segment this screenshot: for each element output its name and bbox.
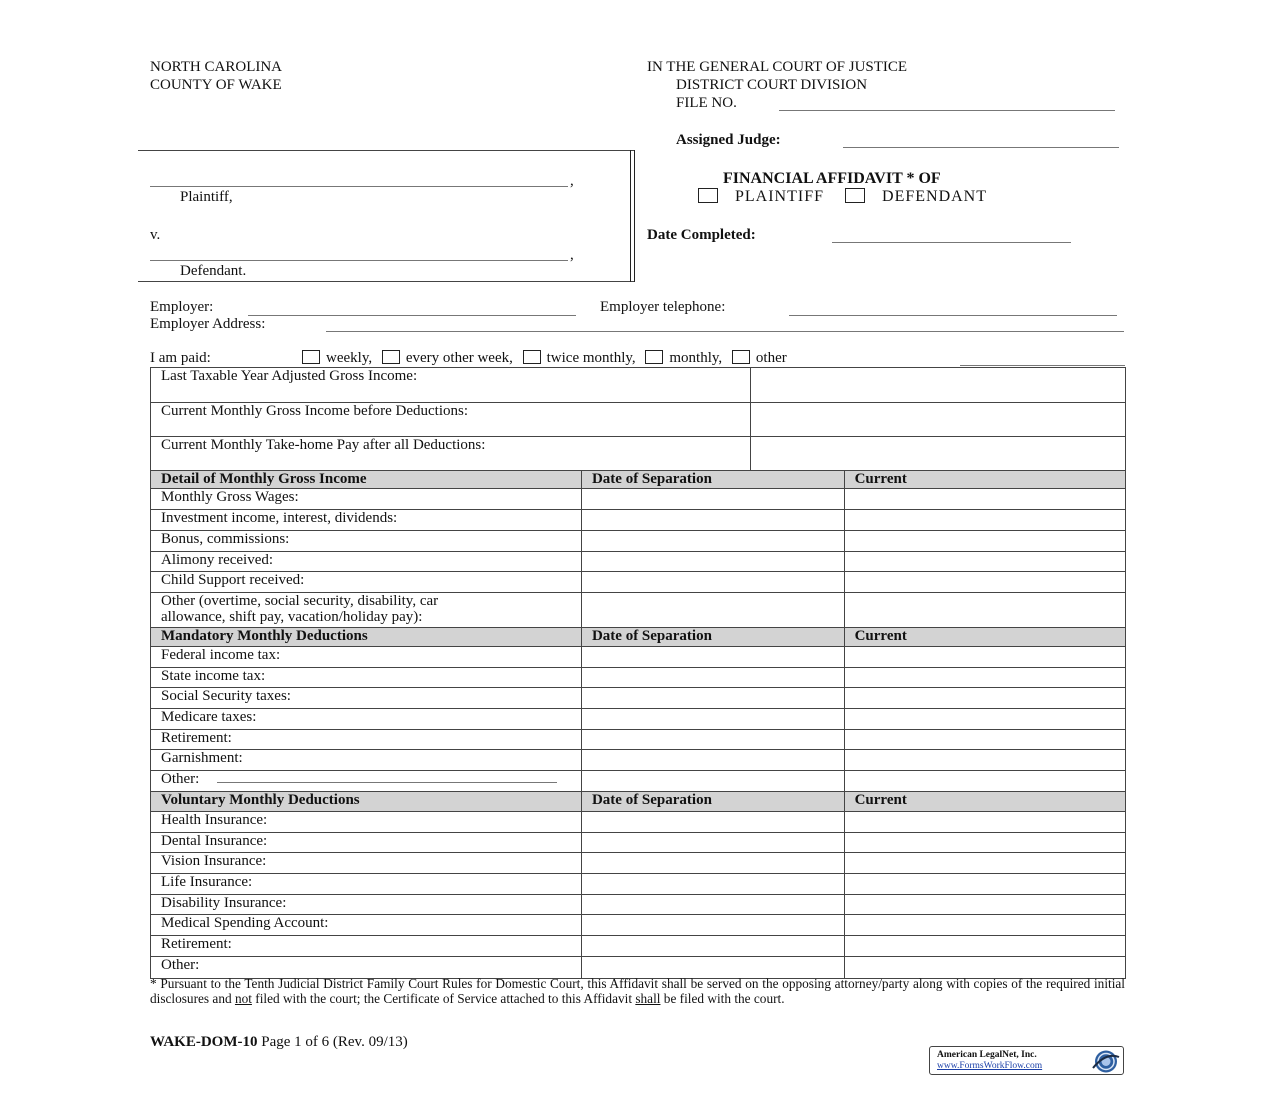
summary-value-agi[interactable] bbox=[750, 368, 1125, 403]
separation-value-cell[interactable] bbox=[581, 874, 844, 895]
separation-value-cell[interactable] bbox=[581, 572, 844, 593]
row-label: Federal income tax: bbox=[151, 647, 582, 668]
current-value-cell[interactable] bbox=[844, 874, 1125, 895]
pay-weekly-label: weekly, bbox=[326, 350, 373, 366]
voluntary-heading: Voluntary Monthly Deductions bbox=[151, 792, 582, 812]
separation-value-cell[interactable] bbox=[581, 688, 844, 709]
table-row bbox=[151, 853, 1126, 874]
american-legalnet-logo[interactable] bbox=[929, 1046, 1124, 1075]
other-income-line1: Other (overtime, social security, disability, car bbox=[161, 593, 439, 609]
row-label: Medicare taxes: bbox=[151, 709, 582, 730]
table-row bbox=[151, 936, 1126, 957]
pay-twice-monthly-label: twice monthly, bbox=[546, 350, 636, 366]
footnote-text-1: * Pursuant to the Tenth Judicial District Family Court Rules for Domestic Court, this Affidavit shall be served on the opposing attorney/party along with copies of the required initial disclosures and bbox=[150, 976, 1125, 1006]
pay-weekly-checkbox[interactable] bbox=[302, 350, 320, 364]
employer-address-label: Employer Address: bbox=[150, 316, 266, 332]
pay-twice-monthly-checkbox[interactable] bbox=[523, 350, 541, 364]
pay-monthly-label: monthly, bbox=[669, 350, 723, 366]
current-value-cell[interactable] bbox=[844, 688, 1125, 709]
employer-telephone-label: Employer telephone: bbox=[600, 299, 726, 315]
table-row bbox=[151, 647, 1126, 668]
current-value-cell[interactable] bbox=[844, 915, 1125, 936]
current-value-cell[interactable] bbox=[844, 730, 1125, 750]
plaintiff-label: Plaintiff, bbox=[180, 189, 233, 205]
footnote-text-2: filed with the court; the Certificate of Service attached to this Affidavit bbox=[251, 990, 636, 1006]
table-row bbox=[151, 730, 1126, 750]
separation-value-cell[interactable] bbox=[581, 531, 844, 552]
row-label: Investment income, interest, dividends: bbox=[151, 510, 582, 531]
table-row bbox=[151, 688, 1126, 709]
footnote-shall: shall bbox=[635, 990, 661, 1006]
current-value-cell[interactable] bbox=[844, 552, 1125, 572]
form-identifier bbox=[150, 1034, 408, 1051]
logo-company: American LegalNet, Inc. bbox=[937, 1050, 1037, 1060]
table-row bbox=[151, 489, 1126, 510]
column-header-current: Current bbox=[844, 792, 1125, 812]
row-label: Social Security taxes: bbox=[151, 688, 582, 709]
table-row bbox=[151, 895, 1126, 915]
row-label: Dental Insurance: bbox=[151, 833, 582, 853]
current-value-cell[interactable] bbox=[844, 833, 1125, 853]
row-label: Child Support received: bbox=[151, 572, 582, 593]
summary-label-takehome: Current Monthly Take-home Pay after all Deductions: bbox=[151, 437, 751, 471]
row-label: Vision Insurance: bbox=[151, 853, 582, 874]
current-value-cell[interactable] bbox=[844, 709, 1125, 730]
caption-top-rule bbox=[138, 150, 635, 151]
court-division: DISTRICT COURT DIVISION bbox=[676, 77, 868, 93]
plaintiff-comma: , bbox=[570, 173, 574, 189]
summary-label-agi: Last Taxable Year Adjusted Gross Income: bbox=[151, 368, 751, 403]
table-row bbox=[151, 771, 1126, 792]
column-header-current: Current bbox=[844, 471, 1125, 489]
plaintiff-option-label: PLAINTIFF bbox=[735, 188, 825, 205]
defendant-name-field[interactable] bbox=[150, 260, 568, 261]
affidavit-title: FINANCIAL AFFIDAVIT * OF bbox=[723, 170, 941, 187]
current-value-cell[interactable] bbox=[844, 895, 1125, 915]
state-name: NORTH CAROLINA bbox=[150, 59, 283, 75]
file-no-field[interactable] bbox=[779, 110, 1115, 111]
column-header-separation: Date of Separation bbox=[581, 471, 844, 489]
table-row bbox=[151, 437, 1126, 471]
separation-value-cell[interactable] bbox=[581, 812, 844, 833]
date-completed-field[interactable] bbox=[832, 242, 1071, 243]
current-value-cell[interactable] bbox=[844, 593, 1125, 628]
other-deduction-label: Other: bbox=[161, 771, 200, 787]
row-label: Alimony received: bbox=[151, 552, 582, 572]
separation-value-cell[interactable] bbox=[581, 510, 844, 531]
separation-value-cell[interactable] bbox=[581, 771, 844, 792]
section-header-voluntary bbox=[151, 792, 1126, 812]
current-value-cell[interactable] bbox=[844, 771, 1125, 792]
party-selector bbox=[698, 188, 987, 205]
row-label: Other: bbox=[151, 957, 582, 979]
row-label: Retirement: bbox=[151, 936, 582, 957]
table-row bbox=[151, 750, 1126, 771]
current-value-cell[interactable] bbox=[844, 510, 1125, 531]
defendant-comma: , bbox=[570, 247, 574, 263]
table-row bbox=[151, 874, 1126, 895]
row-label: Garnishment: bbox=[151, 750, 582, 771]
other-deduction-field[interactable] bbox=[217, 771, 557, 783]
mandatory-heading: Mandatory Monthly Deductions bbox=[151, 628, 582, 647]
footnote-text-3: be filed with the court. bbox=[660, 990, 785, 1006]
plaintiff-checkbox[interactable] bbox=[698, 188, 718, 203]
assigned-judge-field[interactable] bbox=[843, 147, 1119, 148]
assigned-judge-label: Assigned Judge: bbox=[676, 132, 781, 148]
separation-value-cell[interactable] bbox=[581, 593, 844, 628]
current-value-cell[interactable] bbox=[844, 668, 1125, 688]
pay-other-field[interactable] bbox=[960, 365, 1125, 366]
table-row bbox=[151, 833, 1126, 853]
current-value-cell[interactable] bbox=[844, 812, 1125, 833]
logo-url[interactable]: www.FormsWorkFlow.com bbox=[937, 1061, 1043, 1071]
separation-value-cell[interactable] bbox=[581, 709, 844, 730]
separation-value-cell[interactable] bbox=[581, 730, 844, 750]
column-header-separation: Date of Separation bbox=[581, 792, 844, 812]
separation-value-cell[interactable] bbox=[581, 936, 844, 957]
form-code: WAKE-DOM-10 bbox=[150, 1034, 258, 1050]
separation-value-cell[interactable] bbox=[581, 853, 844, 874]
defendant-option-label: DEFENDANT bbox=[882, 188, 988, 205]
row-label: Disability Insurance: bbox=[151, 895, 582, 915]
row-label: Retirement: bbox=[151, 730, 582, 750]
court-name: IN THE GENERAL COURT OF JUSTICE bbox=[647, 59, 908, 75]
separation-value-cell[interactable] bbox=[581, 668, 844, 688]
row-label: Health Insurance: bbox=[151, 812, 582, 833]
row-label: Medical Spending Account: bbox=[151, 915, 582, 936]
table-row bbox=[151, 593, 1126, 628]
gross-income-heading: Detail of Monthly Gross Income bbox=[151, 471, 582, 489]
defendant-checkbox[interactable] bbox=[845, 188, 865, 203]
current-value-cell[interactable] bbox=[844, 531, 1125, 552]
table-row bbox=[151, 552, 1126, 572]
current-value-cell[interactable] bbox=[844, 572, 1125, 593]
summary-value-takehome[interactable] bbox=[750, 437, 1125, 471]
separation-value-cell[interactable] bbox=[581, 915, 844, 936]
row-label: Life Insurance: bbox=[151, 874, 582, 895]
section-header-gross-income bbox=[151, 471, 1126, 489]
row-label-other-income bbox=[151, 593, 582, 628]
summary-label-gross: Current Monthly Gross Income before Deductions: bbox=[151, 403, 751, 437]
date-completed-label: Date Completed: bbox=[647, 227, 756, 243]
row-label: State income tax: bbox=[151, 668, 582, 688]
income-deductions-table bbox=[150, 470, 1126, 979]
separation-value-cell[interactable] bbox=[581, 833, 844, 853]
table-row bbox=[151, 709, 1126, 730]
county-name: COUNTY OF WAKE bbox=[150, 77, 282, 93]
table-row bbox=[151, 812, 1126, 833]
logo-globe-icon bbox=[1088, 1048, 1122, 1075]
separation-value-cell[interactable] bbox=[581, 750, 844, 771]
row-label: Monthly Gross Wages: bbox=[151, 489, 582, 510]
table-row bbox=[151, 510, 1126, 531]
employer-field[interactable] bbox=[248, 315, 576, 316]
separation-value-cell[interactable] bbox=[581, 647, 844, 668]
section-header-mandatory bbox=[151, 628, 1126, 647]
column-header-separation: Date of Separation bbox=[581, 628, 844, 647]
row-label: Bonus, commissions: bbox=[151, 531, 582, 552]
table-row bbox=[151, 915, 1126, 936]
pay-every-other-week-label: every other week, bbox=[405, 350, 513, 366]
table-row bbox=[151, 572, 1126, 593]
form-page-info: Page 1 of 6 (Rev. 09/13) bbox=[261, 1034, 408, 1050]
table-row bbox=[151, 531, 1126, 552]
current-value-cell[interactable] bbox=[844, 647, 1125, 668]
pay-other-label: other bbox=[755, 350, 787, 366]
employer-label: Employer: bbox=[150, 299, 214, 315]
caption-divider bbox=[630, 150, 635, 282]
footnote-not: not bbox=[234, 990, 252, 1006]
other-income-line2: allowance, shift pay, vacation/holiday pay): bbox=[161, 609, 423, 625]
table-row bbox=[151, 403, 1126, 437]
table-row bbox=[151, 668, 1126, 688]
caption-bottom-rule bbox=[138, 281, 635, 282]
service-footnote bbox=[150, 977, 1125, 1006]
employer-telephone-field[interactable] bbox=[789, 315, 1117, 316]
pay-frequency-options bbox=[302, 350, 787, 367]
separation-value-cell[interactable] bbox=[581, 895, 844, 915]
versus-label: v. bbox=[150, 227, 161, 243]
file-no-label: FILE NO. bbox=[676, 95, 737, 111]
pay-other-checkbox[interactable] bbox=[732, 350, 750, 364]
current-value-cell[interactable] bbox=[844, 853, 1125, 874]
summary-value-gross[interactable] bbox=[750, 403, 1125, 437]
pay-every-other-week-checkbox[interactable] bbox=[382, 350, 400, 364]
current-value-cell[interactable] bbox=[844, 489, 1125, 510]
defendant-label: Defendant. bbox=[180, 263, 247, 279]
separation-value-cell[interactable] bbox=[581, 489, 844, 510]
pay-monthly-checkbox[interactable] bbox=[645, 350, 663, 364]
row-label-other-deduction bbox=[151, 771, 582, 792]
table-row bbox=[151, 368, 1126, 403]
separation-value-cell[interactable] bbox=[581, 552, 844, 572]
income-summary-table bbox=[150, 367, 1126, 471]
column-header-current: Current bbox=[844, 628, 1125, 647]
current-value-cell[interactable] bbox=[844, 750, 1125, 771]
paid-label: I am paid: bbox=[150, 350, 211, 366]
plaintiff-name-field[interactable] bbox=[150, 186, 568, 187]
employer-address-field[interactable] bbox=[326, 331, 1124, 332]
current-value-cell[interactable] bbox=[844, 936, 1125, 957]
